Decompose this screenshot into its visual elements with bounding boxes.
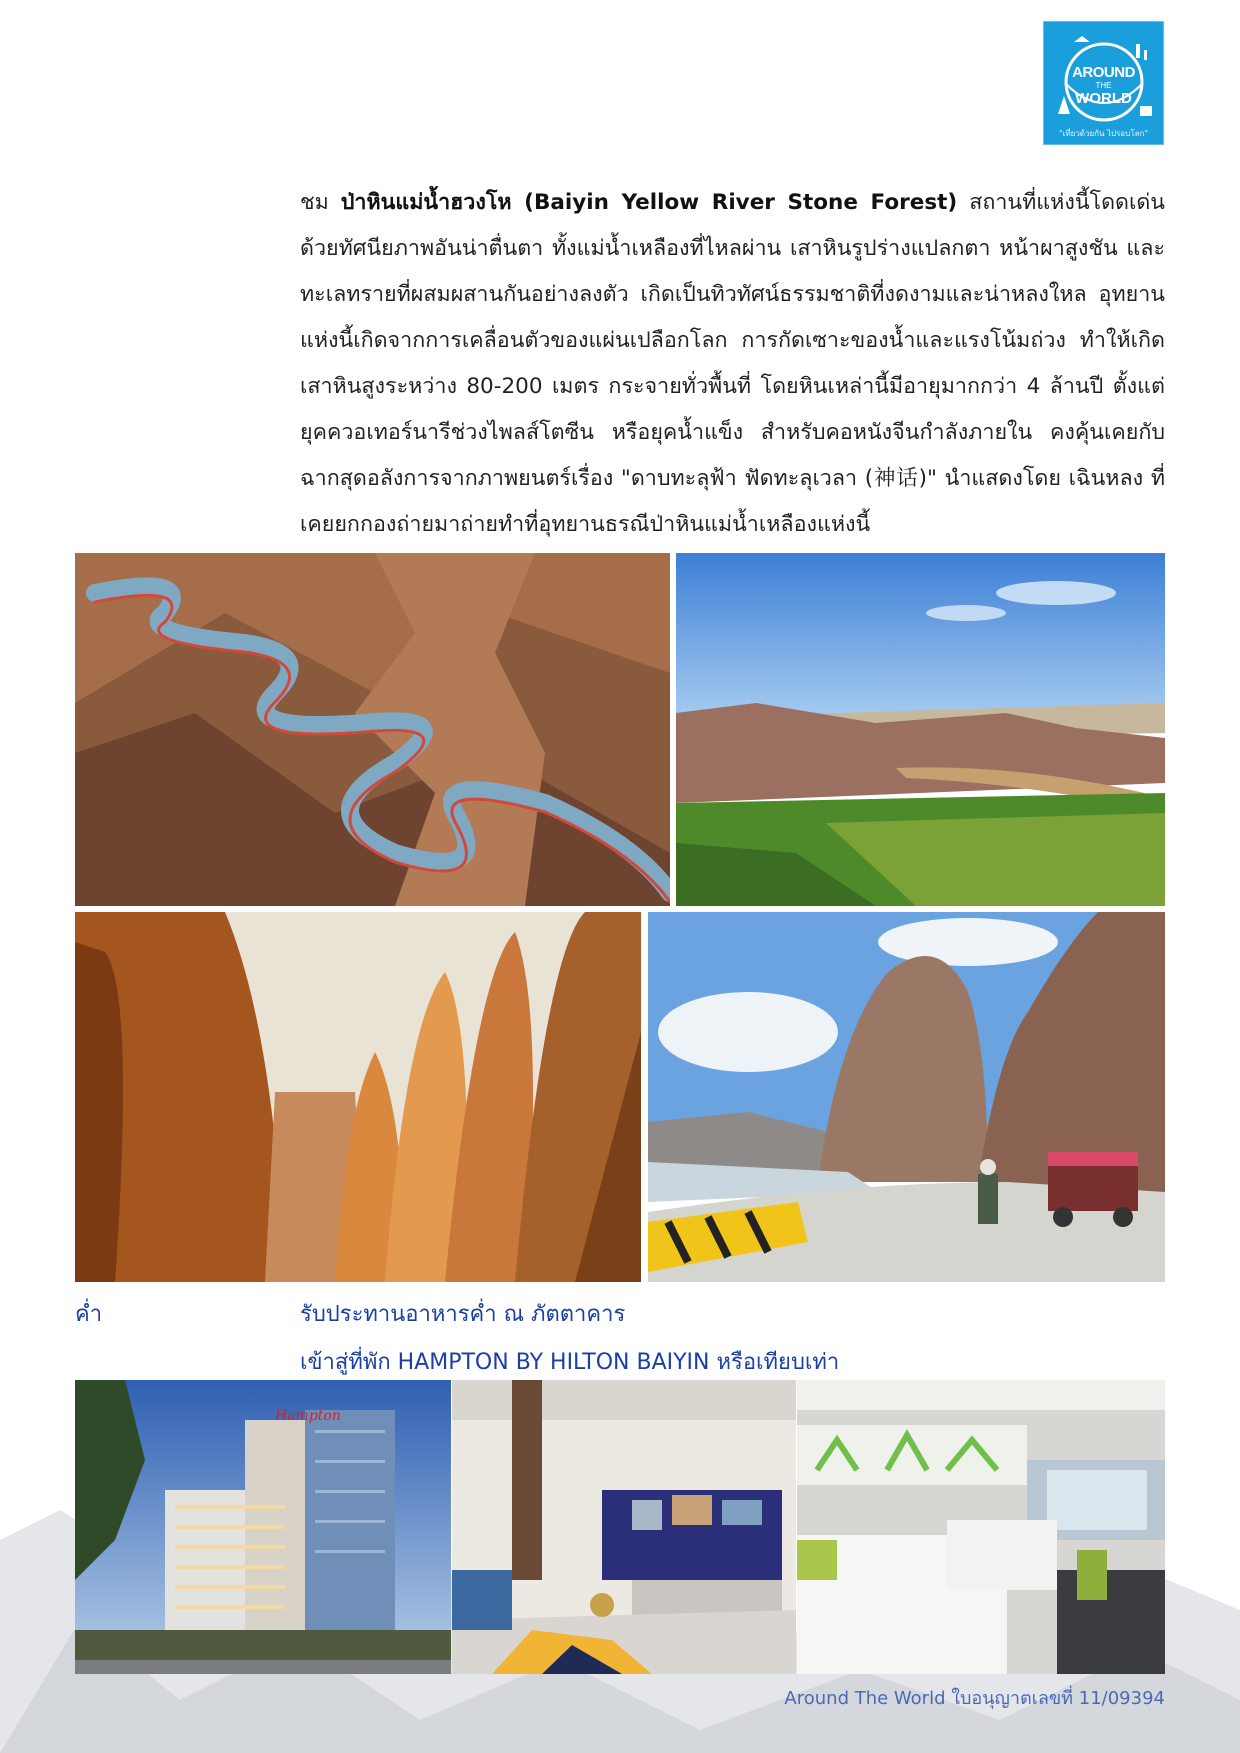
license-text: Around The World ใบอนุญาตเลขที่ 11/09394	[784, 1688, 1165, 1709]
photo-winding-road	[75, 553, 670, 906]
attraction-description	[300, 180, 1165, 548]
logo-text-around: AROUND	[1072, 64, 1135, 81]
para-body: สถานที่แห่งนี้โดดเด่นด้วยทัศนียภาพอันน่าตื่นตา ทั้งแม่น้ำเหลืองที่ไหลผ่าน เสาหินรูปร่างแปลกตา หน้าผาสูงชัน และทะเลทรายที่ผสมผสานกันอย่างลงตัว เกิดเป็นทิวทัศน์ธรรมชาติที่งดงามและน่าหลงใหล อุทยานแห่งนี้เกิดจากการเคลื่อนตัวของแผ่นเปลือกโลก การกัดเซาะของน้ำและแรงโน้มถ่วง ทำให้เกิดเสาหินสูงระหว่าง 80-200 เมตร กระจายทั่วพื้นที่ โดยหินเหล่านี้มีอายุมากกว่า 4 ล้านปี ตั้งแต่ยุคควอเทอร์นารีช่วงไพลส์โตซีน หรือยุคน้ำแข็ง สำหรับคอหนังจีนกำลังภายใน คงคุ้นเคยกับฉากสุดอลังการจากภาพยนตร์เรื่อง "ดาบทะลุฟ้า ฟัดทะลุเวลา (神话)" นำแสดงโดย เฉินหลง ที่เคยยกกองถ่ายมาถ่ายทำที่อุทยานธรณีป่าหินแม่น้ำเหลืองแห่งนี้	[300, 190, 1165, 537]
meal-time-label: ค่ำ	[75, 1302, 103, 1327]
para-prefix: ชม	[300, 190, 341, 215]
company-logo	[1043, 21, 1164, 145]
hotel-description: เข้าสู่ที่พัก HAMPTON BY HILTON BAIYIN หรือเทียบเท่า	[300, 1350, 840, 1375]
photo-hotel-exterior	[75, 1380, 451, 1674]
photo-stone-pillars	[75, 912, 641, 1282]
logo-text-world: WORLD	[1075, 90, 1132, 107]
photo-hotel-room	[797, 1380, 1165, 1674]
logo-tagline: "เที่ยวด้วยกัน ไปรอบโลก"	[1058, 129, 1149, 138]
dinner-description: รับประทานอาหารค่ำ ณ ภัตตาคาร	[300, 1302, 626, 1327]
photo-hotel-lobby	[452, 1380, 796, 1674]
photo-river-valley	[676, 553, 1165, 906]
photo-canyon-path	[648, 912, 1165, 1282]
logo-text-the: THE	[1095, 81, 1112, 90]
attraction-name: ป่าหินแม่น้ำฮวงโห (Baiyin Yellow River Stone Forest)	[340, 190, 958, 215]
hotel-sign-text: Hampton	[275, 1408, 341, 1424]
